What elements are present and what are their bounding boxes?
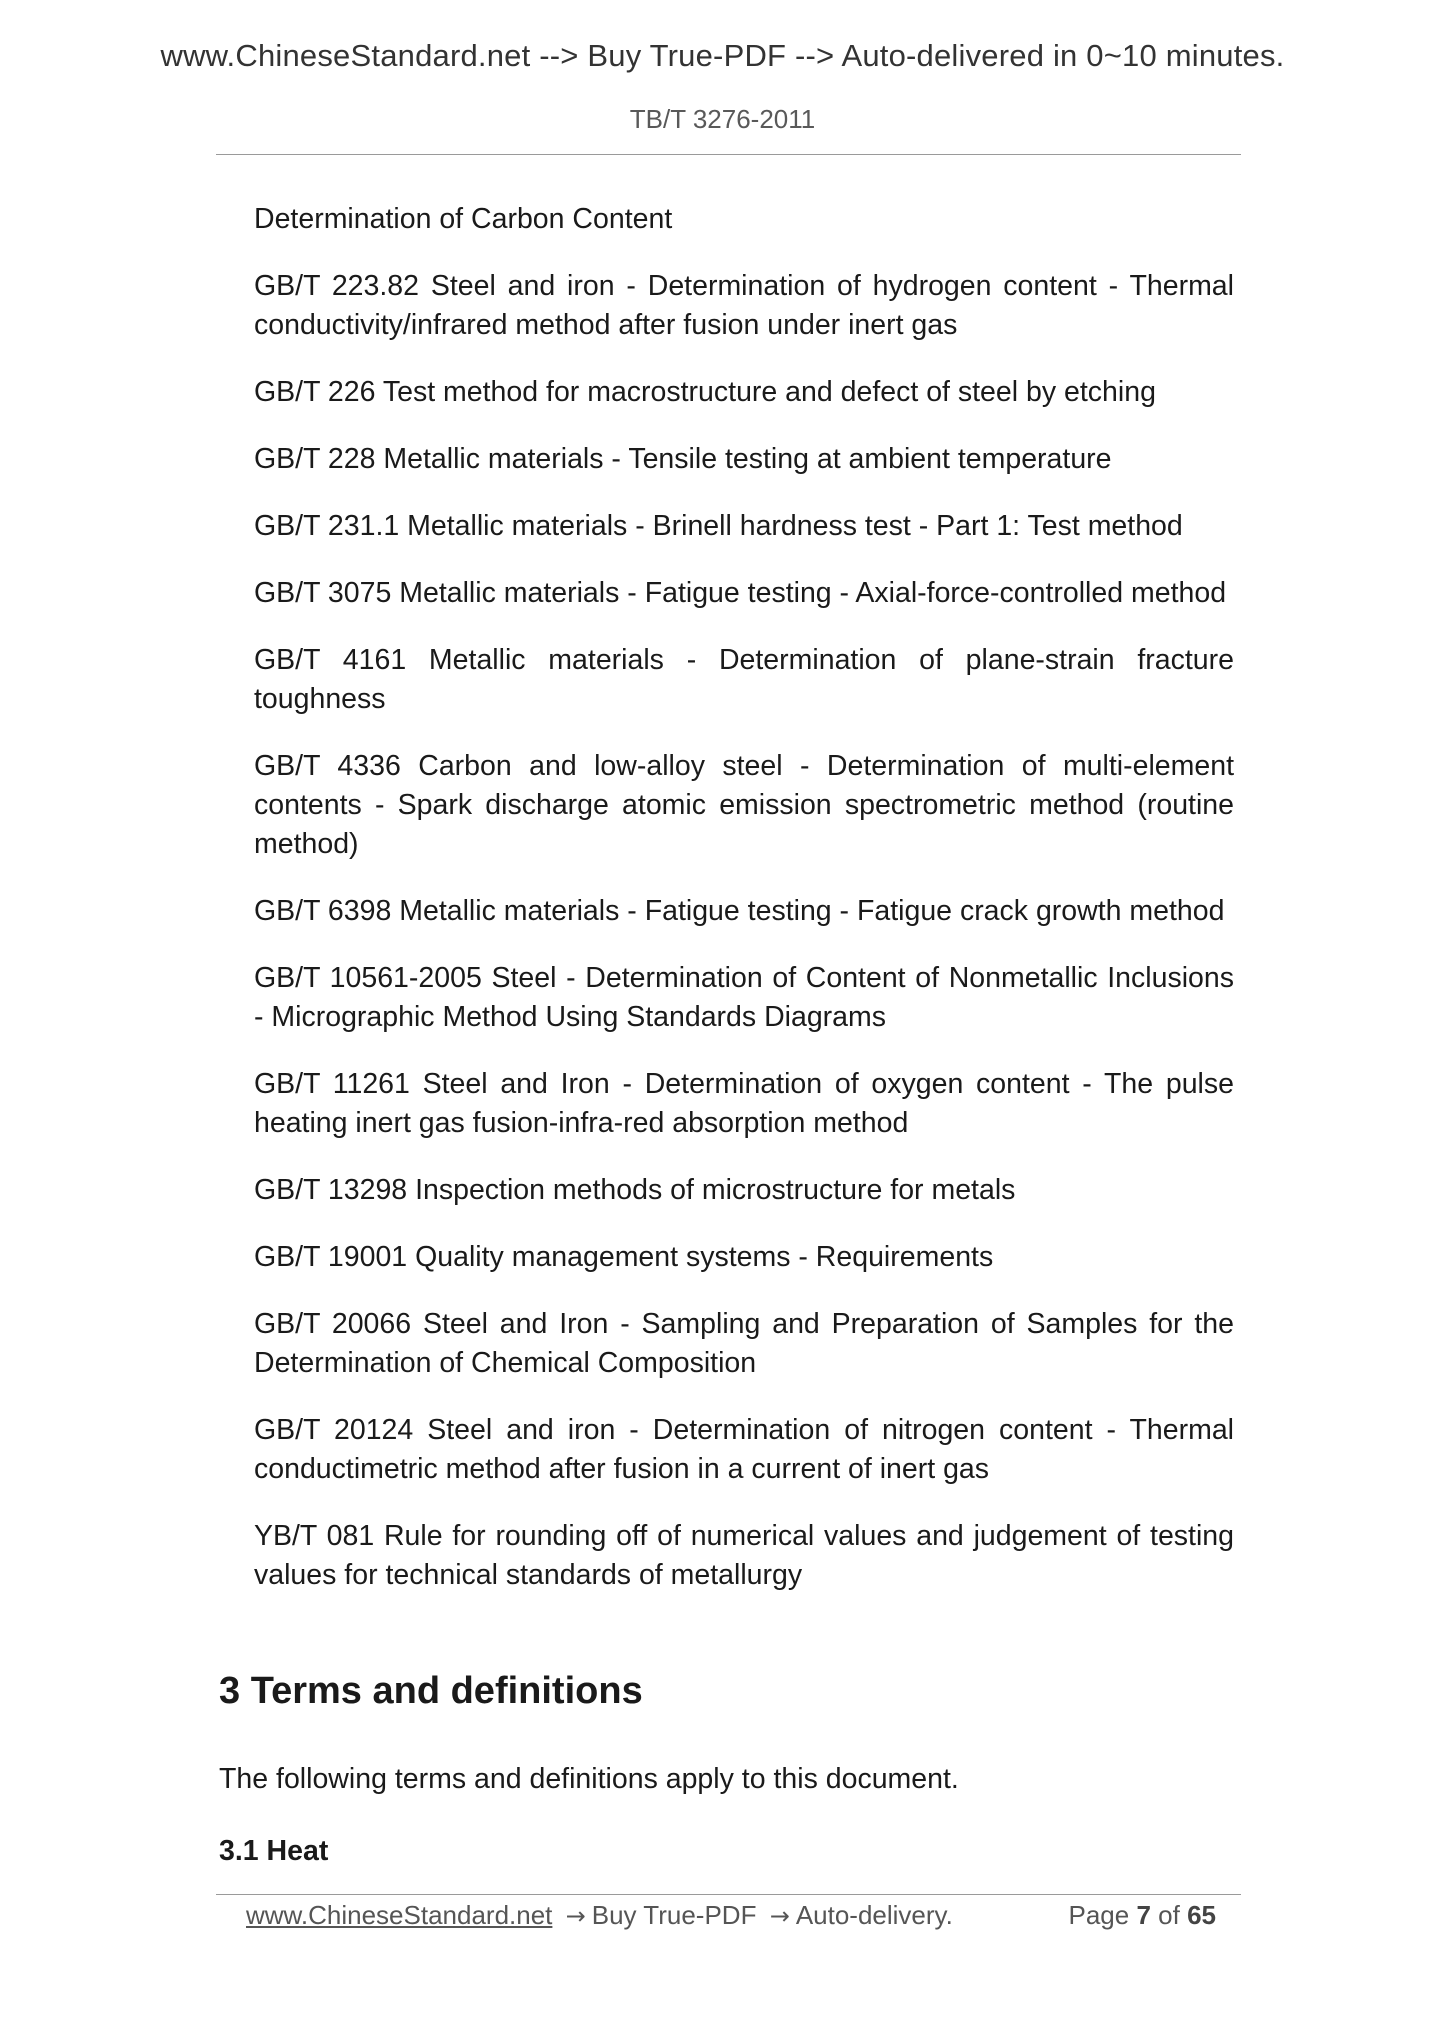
footer-buy-text: Buy True-PDF bbox=[591, 1900, 757, 1930]
top-banner: www.ChineseStandard.net --> Buy True-PDF --> Auto-delivered in 0~10 minutes. bbox=[160, 38, 1285, 73]
arrow-right-icon: → bbox=[769, 1902, 790, 1930]
subsection-heading: 3.1 Heat bbox=[219, 1835, 329, 1867]
reference-item: GB/T 223.82 Steel and iron - Determination of hydrogen content - Thermal conductivity/infrared method after fusion under inert gas bbox=[254, 270, 1234, 341]
reference-item: GB/T 20124 Steel and iron - Determination of nitrogen content - Thermal conductimetric method after fusion in a current of inert gas bbox=[254, 1414, 1234, 1485]
section-heading: 3 Terms and definitions bbox=[219, 1670, 643, 1712]
footer-divider bbox=[216, 1894, 1241, 1895]
total-pages: 65 bbox=[1187, 1900, 1216, 1930]
page-footer bbox=[246, 1900, 1216, 1940]
reference-item: GB/T 4161 Metallic materials - Determination of plane-strain fracture toughness bbox=[254, 644, 1234, 715]
reference-item: YB/T 081 Rule for rounding off of numerical values and judgement of testing values for technical standards of metallurgy bbox=[254, 1520, 1234, 1591]
standard-code: TB/T 3276-2011 bbox=[629, 104, 816, 134]
reference-item: GB/T 10561-2005 Steel - Determination of Content of Nonmetallic Inclusions - Micrographic Method Using Standards Diagrams bbox=[254, 962, 1234, 1033]
page-number: 7 bbox=[1136, 1900, 1151, 1930]
page-word: Page bbox=[1068, 1900, 1130, 1930]
of-word: of bbox=[1158, 1900, 1180, 1930]
reference-item: GB/T 11261 Steel and Iron - Determination of oxygen content - The pulse heating inert gas fusion-infra-red absorption method bbox=[254, 1068, 1234, 1139]
footer-website-link[interactable]: www.ChineseStandard.net bbox=[246, 1900, 553, 1930]
reference-item: Determination of Carbon Content bbox=[254, 203, 673, 235]
reference-item: GB/T 19001 Quality management systems - Requirements bbox=[254, 1241, 994, 1273]
arrow-right-icon: → bbox=[565, 1902, 586, 1930]
reference-item: GB/T 231.1 Metallic materials - Brinell hardness test - Part 1: Test method bbox=[254, 510, 1183, 542]
reference-item: GB/T 6398 Metallic materials - Fatigue testing - Fatigue crack growth method bbox=[254, 895, 1225, 927]
section-intro: The following terms and definitions apply to this document. bbox=[219, 1763, 959, 1795]
normative-references-list bbox=[254, 200, 1234, 1623]
page-indicator bbox=[1068, 1900, 1216, 1931]
reference-item: GB/T 20066 Steel and Iron - Sampling and Preparation of Samples for the Determination of Chemical Composition bbox=[254, 1308, 1234, 1379]
reference-item: GB/T 3075 Metallic materials - Fatigue testing - Axial-force-controlled method bbox=[254, 577, 1227, 609]
reference-item: GB/T 228 Metallic materials - Tensile testing at ambient temperature bbox=[254, 443, 1112, 475]
reference-item: GB/T 4336 Carbon and low-alloy steel - Determination of multi-element contents - Spark discharge atomic emission spectrometric method (routine method) bbox=[254, 750, 1234, 860]
footer-delivery-text: Auto-delivery. bbox=[795, 1900, 953, 1930]
footer-promo bbox=[246, 1900, 953, 1931]
reference-item: GB/T 226 Test method for macrostructure and defect of steel by etching bbox=[254, 376, 1156, 408]
reference-item: GB/T 13298 Inspection methods of microstructure for metals bbox=[254, 1174, 1016, 1206]
header-divider bbox=[216, 154, 1241, 155]
